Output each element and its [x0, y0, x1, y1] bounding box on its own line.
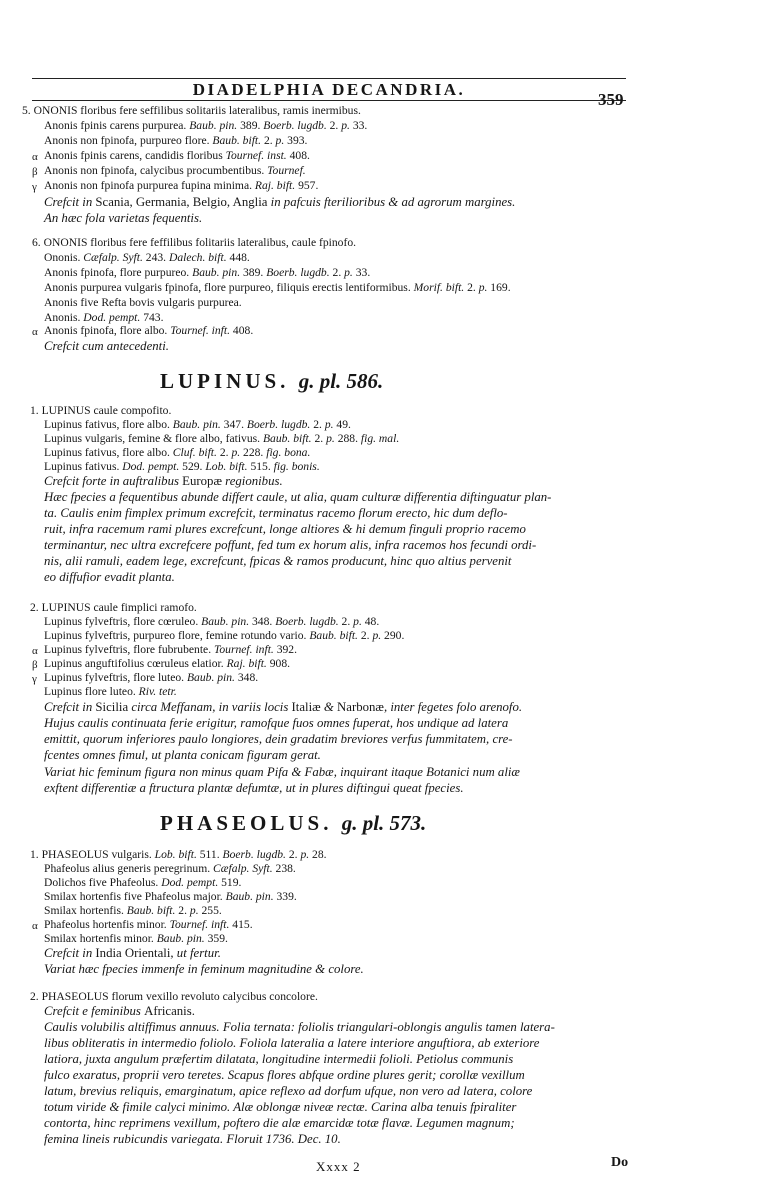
genus-heading-lupinus: LUPINUS. g. pl. 586.	[160, 369, 384, 393]
phaseolus1-note: Variat hæc fpecies immenfe in feminum magnitudine & colore.	[44, 962, 364, 976]
lupinus2-synonym-2: Lupinus fylveftris, purpureo flore, femine rotundo vario. Baub. bift. 2. p. 290.	[44, 629, 405, 642]
lupinus1-description-line: nis, alii ramuli, eadem lege, excrefcunt, fpicas & ramos producunt, hinc quo altius pervenit	[44, 554, 512, 568]
phaseolus2-description-line: libus obliteratis in intermedio foliolo. Foliola lateralia a latere interiore anguftiora, ab exteriore	[44, 1036, 540, 1050]
phaseolus2-description-line: latiora, juxta angulum præfertim dilatata, longitudine intermedii folioli. Petiolus communis	[44, 1052, 514, 1066]
ononis6-synonym-1: Ononis. Cæfalp. Syft. 243. Dalech. bift. 448.	[44, 251, 250, 264]
lupinus2-diagnosis: 2. LUPINUS caule fimplici ramofo.	[30, 601, 197, 614]
variety-mark-alpha: α	[32, 920, 38, 932]
running-title: DIADELPHIA DECANDRIA.	[192, 80, 466, 99]
lupinus1-diagnosis: 1. LUPINUS caule compofito.	[30, 404, 172, 417]
lupinus1-description-line: terminantur, nec ultra excrefcere poffunt, fed tum ex horum alis, infra racemos hos fecundi ordi-	[44, 538, 537, 552]
variety-mark-alpha: α	[32, 326, 38, 338]
phaseolus1-synonym-2: Dolichos five Phafeolus. Dod. pempt. 519.	[44, 876, 242, 889]
phaseolus2-description-line: Caulis volubilis altiffimus annuus. Folia ternata: foliolis triangulari-oblongis angulis tamen latera-	[44, 1020, 555, 1034]
phaseolus1-variety-alpha: Phafeolus hortenfis minor. Tournef. inft. 415.	[44, 918, 253, 931]
lupinus2-description-line: emittit, quorum inferiores paulo longiores, dein gradatim breviores verfus fummitatem, cre-	[44, 732, 513, 746]
phaseolus2-description-line: femina lineis rubicundis variegata. Floruit 1736. Dec. 10.	[44, 1132, 341, 1146]
phaseolus1-synonym-4: Smilax hortenfis. Baub. bift. 2. p. 255.	[44, 904, 222, 917]
ononis6-synonym-4: Anonis five Refta bovis vulgaris purpurea.	[44, 296, 242, 309]
variety-mark-beta: β	[32, 659, 38, 671]
phaseolus2-diagnosis: 2. PHASEOLUS florum vexillo revoluto calycibus concolore.	[30, 990, 318, 1003]
lupinus1-habitat: Crefcit forte in auftralibus Europæ regionibus.	[44, 474, 283, 488]
lupinus2-habitat: Crefcit in Sicilia circa Meffanam, in variis locis Italiæ & Narbonæ, inter fegetes folo arenofo.	[44, 700, 523, 714]
phaseolus1-diagnosis: 1. PHASEOLUS vulgaris. Lob. bift. 511. Boerb. lugdb. 2. p. 28.	[30, 848, 327, 861]
ononis6-habitat: Crefcit cum antecedenti.	[44, 339, 169, 353]
phaseolus2-description-line: fulco exaratus, proprii vero teretes. Scapus flores abfque ordine plures gerit; corollæ vexillum	[44, 1068, 525, 1082]
lupinus2-variety-alpha: Lupinus fylveftris, flore fubrubente. Tournef. inft. 392.	[44, 643, 297, 656]
phaseolus2-description-line: latum, brevius reliquis, emarginatum, apice reflexo ad dorfum ufque, non vero ad latera, colore	[44, 1084, 533, 1098]
page-number: 359	[598, 90, 624, 109]
variety-mark-gamma: γ	[32, 181, 37, 193]
lupinus2-synonym-1: Lupinus fylveftris, flore cœruleo. Baub. pin. 348. Boerb. lugdb. 2. p. 48.	[44, 615, 380, 628]
lupinus2-description-line: fcentes omnes fimul, ut planta conicam figuram gerat.	[44, 748, 321, 762]
signature-mark: Xxxx 2	[316, 1159, 361, 1174]
variety-mark-beta: β	[32, 166, 38, 178]
ononis5-note: An hæc fola varietas fequentis.	[44, 211, 203, 225]
lupinus1-description-line: ruit, infra racemum rami plures excrefcunt, longe altiores & hi demum finguli proprio racemo	[44, 522, 526, 536]
ononis5-synonym-1: Anonis fpinis carens purpurea. Baub. pin. 389. Boerb. lugdb. 2. p. 33.	[44, 119, 368, 132]
lupinus1-description-line: eo diffufior evadit planta.	[44, 570, 175, 584]
phaseolus2-habitat: Crefcit e feminibus Africanis.	[44, 1004, 195, 1018]
ononis5-variety-gamma: Anonis non fpinofa purpurea fupina minima. Raj. bift. 957.	[44, 179, 319, 192]
ononis5-habitat: Crefcit in Scania, Germania, Belgio, Anglia in pafcuis fterilioribus & ad agrorum margines.	[44, 195, 516, 209]
ononis6-variety-alpha: Anonis fpinofa, flore albo. Tournef. inft. 408.	[44, 324, 254, 337]
lupinus2-variety-beta: Lupinus anguftifolius cœruleus elatior. Raj. bift. 908.	[44, 657, 291, 670]
header-rule-top	[32, 78, 626, 79]
phaseolus1-synonym-1: Phafeolus alius generis peregrinum. Cæfalp. Syft. 238.	[44, 862, 296, 875]
lupinus1-synonym-4: Lupinus fativus. Dod. pempt. 529. Lob. bift. 515. fig. bonis.	[44, 460, 320, 473]
variety-mark-gamma: γ	[32, 673, 37, 685]
ononis6-synonym-3: Anonis purpurea vulgaris fpinofa, flore purpureo, filiquis erectis lentiformibus. Morif. bift. 2. p. 169.	[44, 281, 511, 294]
phaseolus2-description-line: contorta, hinc reprimens vexillum, poftero die alæ emarcidæ totæ flavæ. Legumen magnum;	[44, 1116, 515, 1130]
lupinus2-description-line: Variat hic feminum figura non minus quam Pifa & Fabæ, inquirant itaque Botanici num aliæ	[44, 765, 520, 779]
genus-heading-phaseolus: PHASEOLUS. g. pl. 573.	[160, 811, 427, 835]
lupinus1-description-line: Hæc fpecies a fequentibus abunde differt caule, ut alia, quam culturæ differentia diftinguatur plan-	[44, 490, 552, 504]
ononis6-diagnosis: 6. ONONIS floribus fere feffilibus folitariis lateralibus, caule fpinofo.	[32, 236, 357, 249]
lupinus1-description-line: ta. Caulis enim fimplex primum excrefcit, terminatus racemo florum erecto, hic dum deflo-	[44, 506, 508, 520]
lupinus2-synonym-3: Lupinus flore luteo. Riv. tetr.	[44, 685, 177, 698]
lupinus2-description-line: Hujus caulis continuata ferie erigitur, ramofque fuos omnes fuperat, hos undique ad latera	[44, 716, 509, 730]
ononis5-variety-alpha: Anonis fpinis carens, candidis floribus Tournef. inst. 408.	[44, 149, 310, 162]
ononis5-diagnosis: 5. ONONIS floribus fere seffilibus solitariis lateralibus, ramis inermibus.	[22, 104, 361, 117]
ononis6-synonym-2: Anonis fpinofa, flore purpureo. Baub. pin. 389. Boerb. lugdb. 2. p. 33.	[44, 266, 371, 279]
phaseolus1-synonym-3: Smilax hortenfis five Phafeolus major. Baub. pin. 339.	[44, 890, 297, 903]
catchword: Do	[611, 1155, 629, 1170]
lupinus1-synonym-1: Lupinus fativus, flore albo. Baub. pin. 347. Boerb. lugdb. 2. p. 49.	[44, 418, 351, 431]
lupinus1-synonym-2: Lupinus vulgaris, femine & flore albo, fativus. Baub. bift. 2. p. 288. fig. mal.	[44, 432, 400, 445]
lupinus2-variety-gamma: Lupinus fylveftris, flore luteo. Baub. pin. 348.	[44, 671, 259, 684]
variety-mark-alpha: α	[32, 645, 38, 657]
phaseolus1-habitat: Crefcit in India Orientali, ut fertur.	[44, 946, 221, 960]
header-rule-bottom	[32, 100, 626, 101]
variety-mark-alpha: α	[32, 151, 38, 163]
phaseolus2-description-line: totum viride & fimile calyci minimo. Alæ oblongæ niveæ rectæ. Carina alba tenuis fpiraliter	[44, 1100, 517, 1114]
ononis5-variety-beta: Anonis non fpinofa, calycibus procumbentibus. Tournef.	[44, 164, 306, 177]
ononis6-synonym-5: Anonis. Dod. pempt. 743.	[44, 311, 164, 324]
ononis5-synonym-2: Anonis non fpinofa, purpureo flore. Baub. bift. 2. p. 393.	[44, 134, 308, 147]
lupinus1-synonym-3: Lupinus fativus, flore albo. Cluf. bift. 2. p. 228. fig. bona.	[44, 446, 311, 459]
phaseolus1-synonym-5: Smilax hortenfis minor. Baub. pin. 359.	[44, 932, 228, 945]
lupinus2-description-line: exftent differentiæ a ftructura plantæ defumtæ, ut in plures diftingui queat fpecies.	[44, 781, 464, 795]
